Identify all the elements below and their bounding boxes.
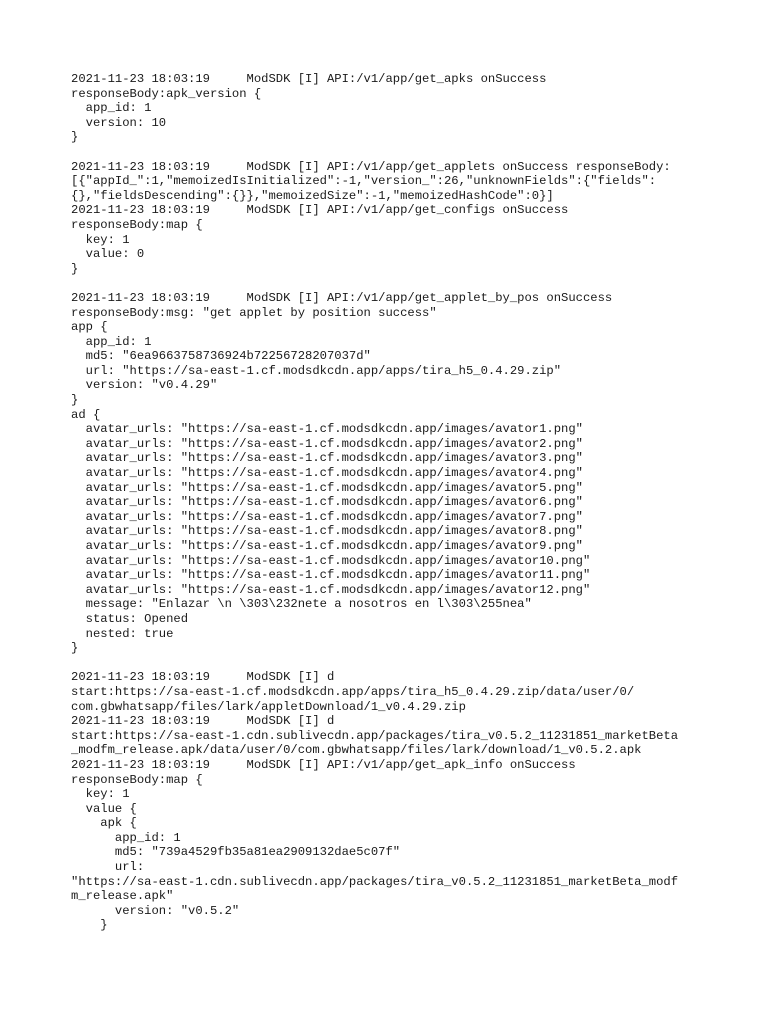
log-line: key: 1 (71, 232, 130, 247)
log-line: responseBody:map { (71, 772, 203, 787)
blank-line (71, 276, 761, 291)
log-line: start:https://sa-east-1.cf.modsdkcdn.app/apps/tira_h5_0.4.29.zip/data/user/0/ (71, 684, 635, 699)
log-line: 2021-11-23 18:03:19 ModSDK [I] d (71, 714, 335, 729)
log-line: 2021-11-23 18:03:19 ModSDK [I] API:/v1/app/get_applets onSuccess responseBody: (71, 159, 671, 174)
log-line: start:https://sa-east-1.cdn.sublivecdn.app/packages/tira_v0.5.2_11231851_marketBeta (71, 728, 679, 743)
log-line: {},"fieldsDescending":{}},"memoizedSize":-1,"memoizedHashCode":0}] (71, 188, 554, 203)
log-line: url: "https://sa-east-1.cf.modsdkcdn.app/apps/tira_h5_0.4.29.zip" (71, 363, 562, 378)
log-line: avatar_urls: "https://sa-east-1.cf.modsdkcdn.app/images/avator6.png" (71, 495, 583, 510)
log-line: } (71, 261, 79, 276)
log-line: app { (71, 320, 108, 335)
log-line: "https://sa-east-1.cdn.sublivecdn.app/packages/tira_v0.5.2_11231851_marketBeta_modf (71, 874, 679, 889)
log-line: avatar_urls: "https://sa-east-1.cf.modsdkcdn.app/images/avator8.png" (71, 524, 583, 539)
log-line: responseBody:map { (71, 217, 203, 232)
log-document (71, 72, 761, 933)
log-line: m_release.apk" (71, 889, 174, 904)
log-line: 2021-11-23 18:03:19 ModSDK [I] API:/v1/app/get_apks onSuccess (71, 72, 547, 86)
log-line: md5: "739a4529fb35a81ea2909132dae5c07f" (71, 845, 401, 860)
log-line: status: Opened (71, 611, 189, 626)
log-line: avatar_urls: "https://sa-east-1.cf.modsdkcdn.app/images/avator2.png" (71, 436, 583, 451)
log-line: avatar_urls: "https://sa-east-1.cf.modsdkcdn.app/images/avator5.png" (71, 480, 583, 495)
log-line: responseBody:apk_version { (71, 86, 262, 101)
log-line: } (71, 393, 79, 408)
log-line: } (71, 641, 79, 656)
blank-line (71, 656, 761, 671)
log-line: app_id: 1 (71, 101, 152, 116)
log-line: version: "v0.5.2" (71, 903, 240, 918)
log-line: [{"appId_":1,"memoizedIsInitialized":-1,"version_":26,"unknownFields":{"fields": (71, 174, 657, 189)
log-line: avatar_urls: "https://sa-east-1.cf.modsdkcdn.app/images/avator10.png" (71, 553, 591, 568)
log-line: key: 1 (71, 787, 130, 802)
log-line: version: 10 (71, 115, 167, 130)
log-line: 2021-11-23 18:03:19 ModSDK [I] API:/v1/app/get_configs onSuccess (71, 203, 569, 218)
log-line: value { (71, 801, 137, 816)
log-line: avatar_urls: "https://sa-east-1.cf.modsdkcdn.app/images/avator1.png" (71, 422, 583, 437)
log-line: avatar_urls: "https://sa-east-1.cf.modsdkcdn.app/images/avator3.png" (71, 451, 583, 466)
log-line: version: "v0.4.29" (71, 378, 218, 393)
log-line: avatar_urls: "https://sa-east-1.cf.modsdkcdn.app/images/avator4.png" (71, 466, 583, 481)
log-line: avatar_urls: "https://sa-east-1.cf.modsdkcdn.app/images/avator11.png" (71, 568, 591, 583)
log-line: apk { (71, 816, 137, 831)
log-line: responseBody:msg: "get applet by position success" (71, 305, 437, 320)
log-line: 2021-11-23 18:03:19 ModSDK [I] API:/v1/app/get_apk_info onSuccess (71, 757, 576, 772)
log-line: avatar_urls: "https://sa-east-1.cf.modsdkcdn.app/images/avator7.png" (71, 509, 583, 524)
log-line: avatar_urls: "https://sa-east-1.cf.modsdkcdn.app/images/avator12.png" (71, 582, 591, 597)
log-line: url: (71, 860, 145, 875)
log-line: value: 0 (71, 247, 145, 262)
log-line: _modfm_release.apk/data/user/0/com.gbwhatsapp/files/lark/download/1_v0.5.2.apk (71, 743, 642, 758)
log-line: message: "Enlazar \n \303\232nete a nosotros en l\303\255nea" (71, 597, 532, 612)
log-line: } (71, 918, 108, 933)
log-line: md5: "6ea9663758736924b72256728207037d" (71, 349, 371, 364)
log-line: 2021-11-23 18:03:19 ModSDK [I] API:/v1/app/get_applet_by_pos onSuccess (71, 290, 613, 305)
log-line: app_id: 1 (71, 830, 181, 845)
log-line: } (71, 130, 79, 145)
log-line: ad { (71, 407, 101, 422)
log-line: app_id: 1 (71, 334, 152, 349)
log-line: com.gbwhatsapp/files/lark/appletDownload/1_v0.4.29.zip (71, 699, 466, 714)
log-line: avatar_urls: "https://sa-east-1.cf.modsdkcdn.app/images/avator9.png" (71, 539, 583, 553)
log-line: nested: true (71, 626, 174, 641)
blank-line (71, 145, 761, 160)
log-line: 2021-11-23 18:03:19 ModSDK [I] d (71, 670, 335, 685)
